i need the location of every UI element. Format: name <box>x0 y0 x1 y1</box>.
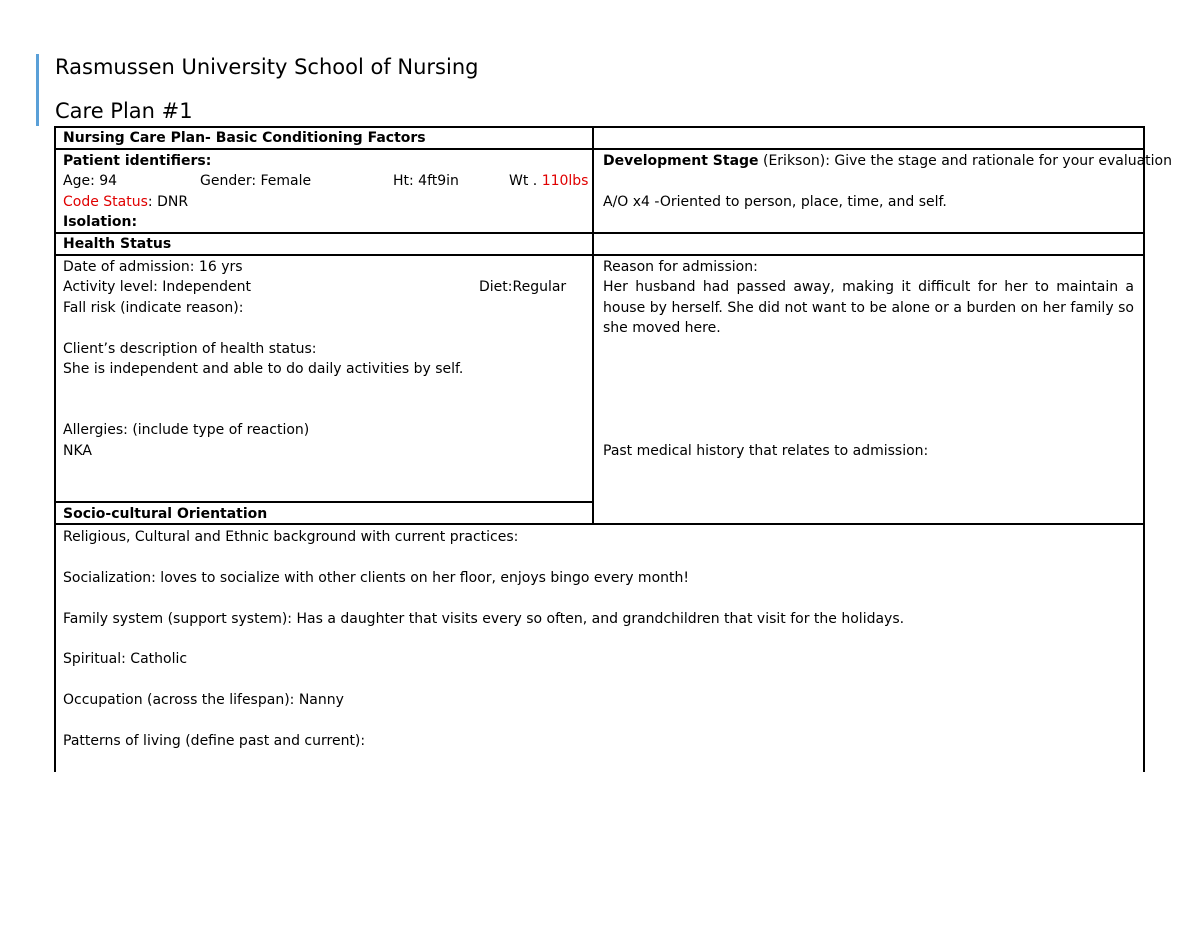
date-of-admission: Date of admission: 16 yrs <box>63 259 243 275</box>
health-status-heading: Health Status <box>63 236 172 252</box>
development-stage-section <box>594 151 1172 212</box>
table-border-right <box>1143 126 1145 772</box>
school-title: Rasmussen University School of Nursing <box>55 55 479 79</box>
allergies-label: Allergies: (include type of reaction) <box>63 422 310 439</box>
development-stage-label: Development Stage <box>603 153 759 169</box>
patient-identifiers-label: Patient identifiers: <box>63 153 212 169</box>
socio-cultural-heading: Socio-cultural Orientation <box>63 506 268 522</box>
gender-value: Gender: Female <box>200 173 312 190</box>
basic-factors-heading: Nursing Care Plan- Basic Conditioning Factors <box>63 130 426 146</box>
socio-cultural-section <box>54 527 1143 751</box>
family-system: Family system (support system): Has a daughter that visits every so often, and grandchildren that visit for the holidays. <box>63 610 905 627</box>
weight-value: 110lbs <box>541 173 589 190</box>
past-history-section <box>594 441 1143 461</box>
reason-value: Her husband had passed away, making it difficult for her to maintain a house by herself. She did not want to be alone or a burden on her family so she moved here. <box>603 279 1134 337</box>
code-status-label: Code Status <box>63 193 148 210</box>
fall-risk-label: Fall risk (indicate reason): <box>63 299 244 316</box>
client-description-label: Client’s description of health status: <box>63 340 317 357</box>
occupation: Occupation (across the lifespan): Nanny <box>63 692 344 709</box>
care-plan-title: Care Plan #1 <box>55 99 193 123</box>
weight-label: Wt . <box>509 173 538 190</box>
reason-label: Reason for admission: <box>603 259 758 275</box>
past-history-label: Past medical history that relates to admission: <box>603 443 929 459</box>
orientation-value: A/O x4 -Oriented to person, place, time, and self. <box>603 193 947 210</box>
code-status-value: : DNR <box>147 193 189 210</box>
code-status-row <box>63 192 583 212</box>
height-value: Ht: 4ft9in <box>393 173 459 190</box>
spiritual: Spiritual: Catholic <box>63 651 188 668</box>
patient-identifiers-section <box>54 151 592 233</box>
development-stage-prompt: (Erikson): Give the stage and rationale for your evaluation <box>762 153 1172 169</box>
client-description-value: She is independent and able to do daily activities by self. <box>63 360 464 377</box>
activity-diet-row <box>63 277 583 297</box>
patterns-of-living: Patterns of living (define past and current): <box>63 732 366 749</box>
age-value: Age: 94 <box>63 173 118 190</box>
religious-background: Religious, Cultural and Ethnic background with current practices: <box>63 529 519 545</box>
identifiers-row <box>63 171 589 191</box>
allergies-value: NKA <box>63 442 92 459</box>
care-plan-table <box>54 126 1172 772</box>
row-divider <box>54 501 594 503</box>
socialization: Socialization: loves to socialize with other clients on her floor, enjoys bingo every month! <box>63 569 689 586</box>
isolation-label: Isolation: <box>63 214 138 231</box>
reason-for-admission-section <box>594 257 1143 339</box>
health-status-section <box>54 257 592 461</box>
diet-value: Diet:Regular <box>479 279 567 296</box>
activity-level: Activity level: Independent <box>63 279 252 296</box>
accent-bar <box>36 54 39 126</box>
